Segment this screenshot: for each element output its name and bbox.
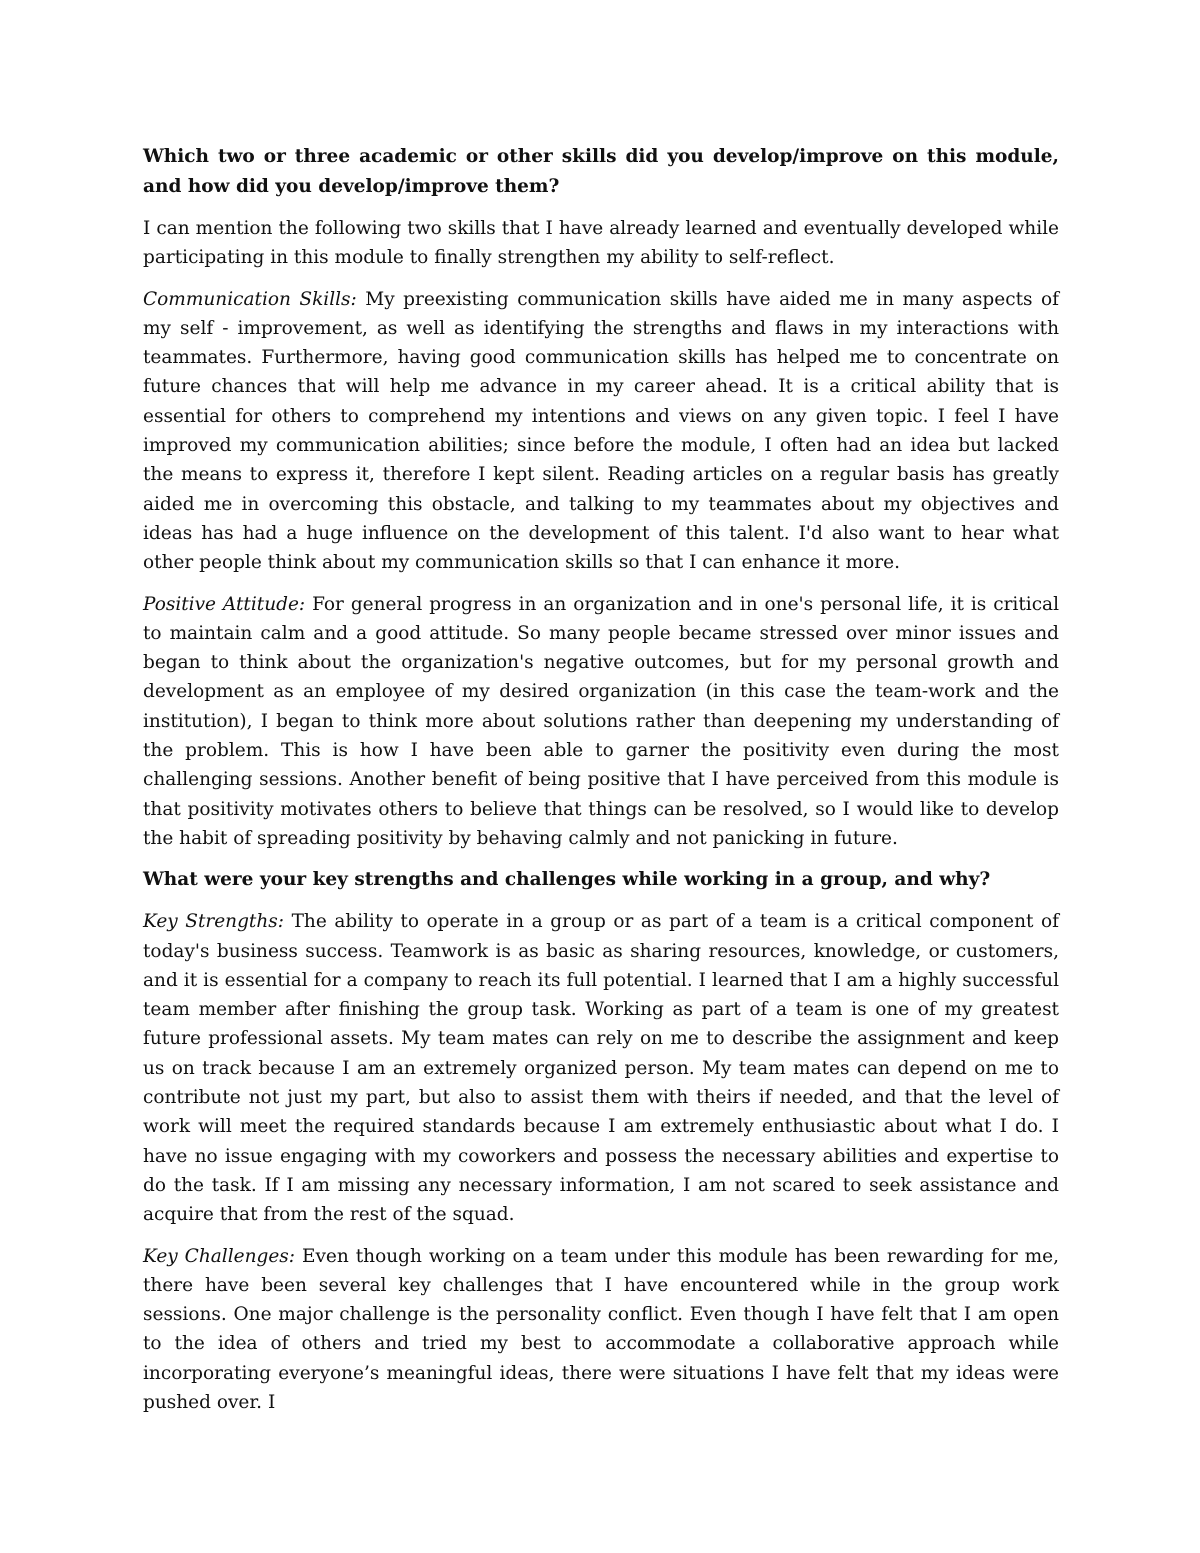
question-heading-group: What were your key strengths and challenges while working in a group, and why?: [143, 869, 991, 891]
document-page: [143, 142, 1059, 1429]
communication-skills-heading: Communication Skills:: [143, 288, 357, 310]
intro-paragraph: I can mention the following two skills that I have already learned and eventually developed while participating in this module to finally strengthen my ability to self-reflect.: [143, 218, 1059, 269]
communication-skills-paragraph: [143, 285, 1059, 578]
key-challenges-paragraph: [143, 1242, 1059, 1418]
key-strengths-text: The ability to operate in a group or as part of a team is a critical component of today's business success. Teamwork is as basic as sharing resources, knowledge, or customers, and it is essential for a company to reach its full potential. I learned that I am a highly successful team member after finishing the group task. Working as part of a team is one of my greatest future professional assets. My team mates can rely on me to describe the assignment and keep us on track because I am an extremely organized person. My team mates can depend on me to contribute not just my part, but also to assist them with theirs if needed, and that the level of work will meet the required standards because I am extremely enthusiastic about what I do. I have no issue engaging with my coworkers and possess the necessary abilities and expertise to do the task. If I am missing any necessary information, I am not scared to seek assistance and acquire that from the rest of the squad.: [143, 911, 1059, 1226]
positive-attitude-heading: Positive Attitude:: [143, 593, 306, 615]
positive-attitude-paragraph: [143, 590, 1059, 854]
key-strengths-heading: Key Strengths:: [143, 911, 285, 933]
question-heading-skills: Which two or three academic or other skills did you develop/improve on this module, and how did you develop/improve them?: [143, 146, 1059, 197]
key-challenges-heading: Key Challenges:: [143, 1245, 295, 1267]
key-challenges-text: Even though working on a team under this module has been rewarding for me, there have been several key challenges that I have encountered while in the group work sessions. One major challenge is the personality conflict. Even though I have felt that I am open to the idea of others and tried my best to accommodate a collaborative approach while incorporating everyone’s meaningful ideas, there were situations I have felt that my ideas were pushed over. I: [143, 1245, 1059, 1413]
communication-skills-text: My preexisting communication skills have aided me in many aspects of my self - improvement, as well as identifying the strengths and flaws in my interactions with teammates. Furthermore, having good communication skills has helped me to concentrate on future chances that will help me advance in my career ahead. It is a critical ability that is essential for others to comprehend my intentions and views on any given topic. I feel I have improved my communication abilities; since before the module, I often had an idea but lacked the means to express it, therefore I kept silent. Reading articles on a regular basis has greatly aided me in overcoming this obstacle, and talking to my teammates about my objectives and ideas has had a huge influence on the development of this talent. I'd also want to hear what other people think about my communication skills so that I can enhance it more.: [143, 288, 1059, 574]
positive-attitude-text: For general progress in an organization and in one's personal life, it is critical to maintain calm and a good attitude. So many people became stressed over minor issues and began to think about the organization's negative outcomes, but for my personal growth and development as an employee of my desired organization (in this case the team-work and the institution), I began to think more about solutions rather than deepening my understanding of the problem. This is how I have been able to garner the positivity even during the most challenging sessions. Another benefit of being positive that I have perceived from this module is that positivity motivates others to believe that things can be resolved, so I would like to develop the habit of spreading positivity by behaving calmly and not panicking in future.: [143, 593, 1059, 849]
key-strengths-paragraph: [143, 907, 1059, 1229]
